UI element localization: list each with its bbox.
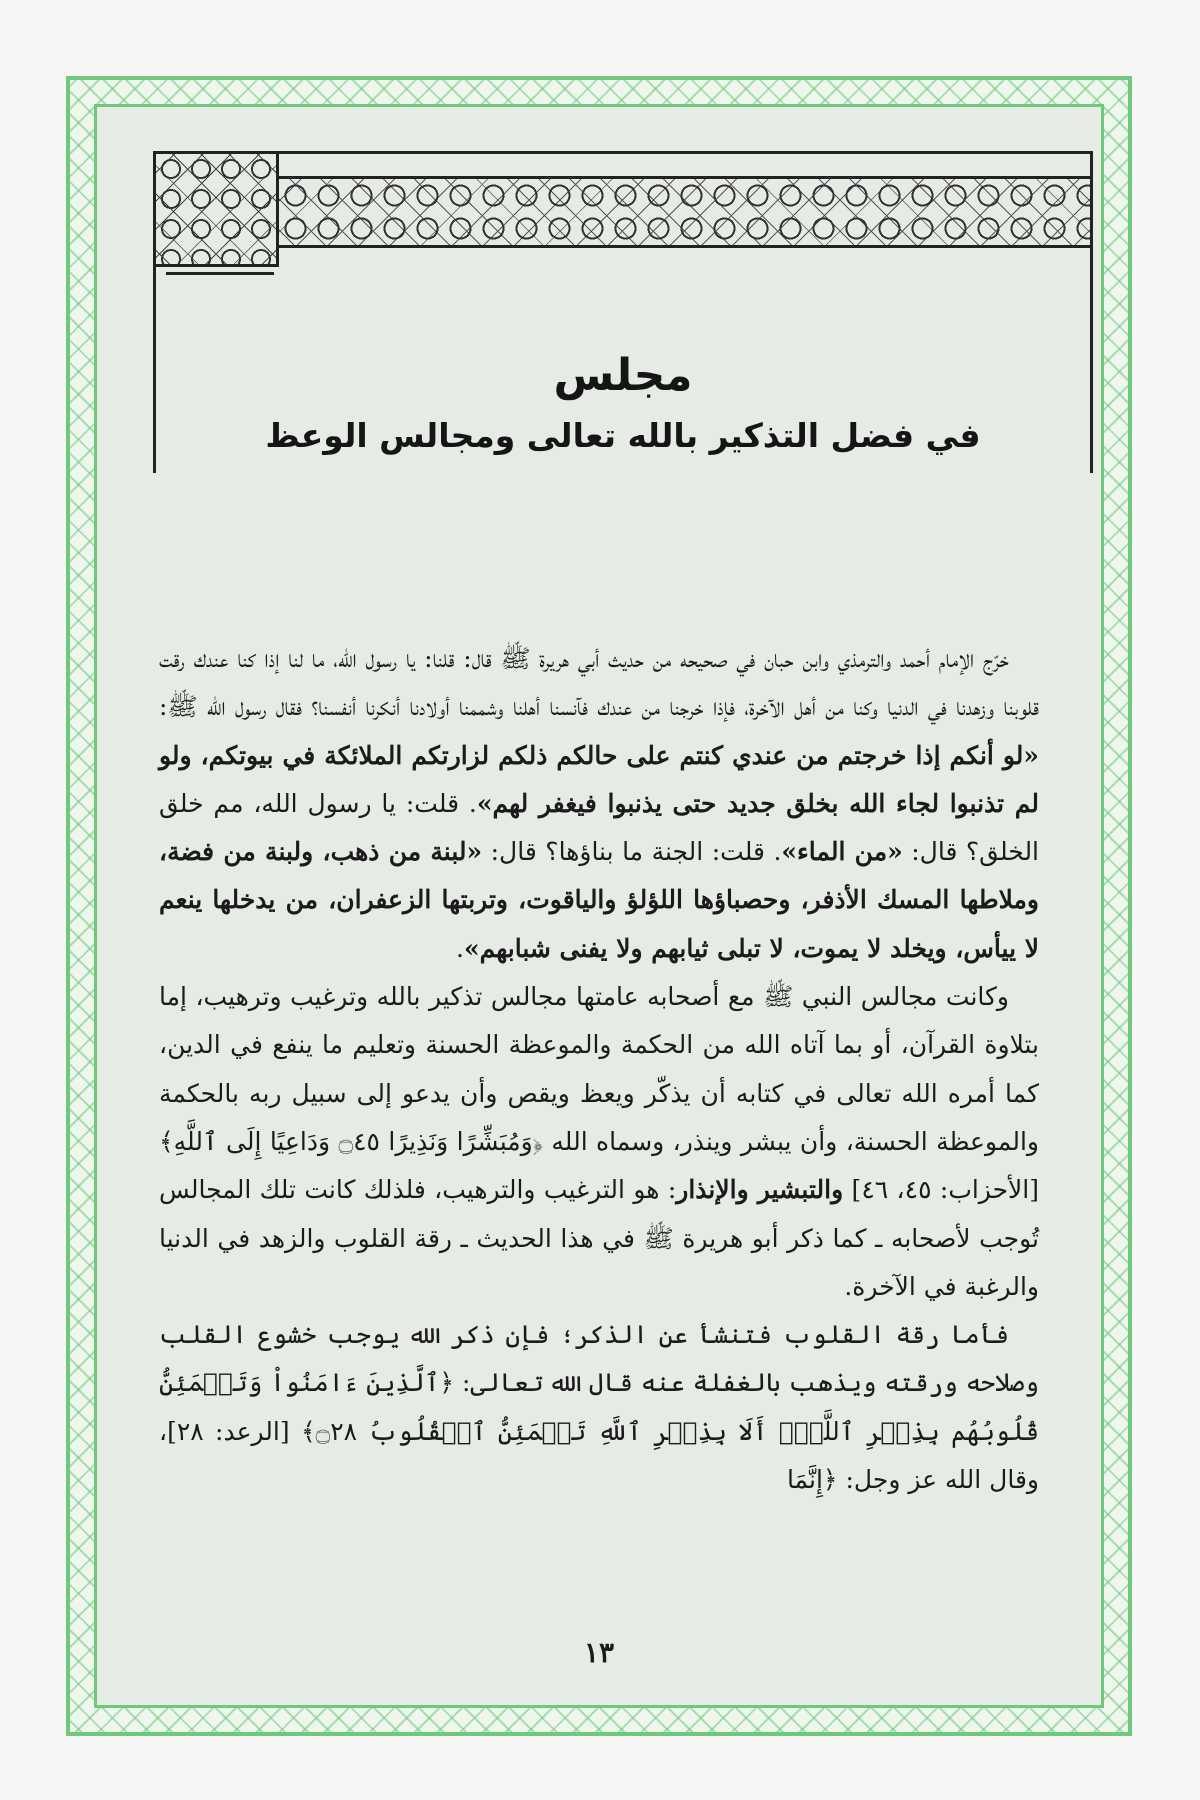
text-run: . قلت: الجنة ما بناؤها؟ قال: xyxy=(482,837,782,867)
chapter-header-bracket xyxy=(153,151,1093,473)
chapter-subtitle: في فضل التذكير بالله تعالى ومجالس الوعظ xyxy=(265,416,981,455)
paragraph-riqqa xyxy=(159,1311,1039,1504)
text-run: . xyxy=(456,933,464,963)
chapter-title: مجلس xyxy=(553,350,693,401)
main-text xyxy=(159,635,1039,1504)
bold-term: والتبشير والإنذار xyxy=(676,1175,844,1205)
text-run: : هو الترغيب والترهيب، فلذلك كانت تلك المجالس تُوجب لأصحابه ـ كما ذكر أبو هريرة ﷺ في هذا الحديث ـ رقة القلوب والزهد في الدنيا والرغبة في الآخرة. xyxy=(159,1175,1039,1301)
page-content-area xyxy=(94,104,1104,1708)
text-run: فأما رقة القلوب فتنشأ عن الذكر؛ فإن ذكر الله يوجب خشوع القلب وصلاحه ورقته ويذهب بالغفلة عنه قال الله تعالى: ﴿ٱلَّذِينَ ءَامَنُواْ وَتَطۡمَئِنُّ قُلُوبُهُم بِذِكۡرِ ٱللَّهِۗ أَلَا بِذِكۡرِ ٱللَّهِ تَطۡمَئِنُّ ٱلۡقُلُوبُ ۝٢٨﴾ [الرعد: ٢٨]، وقال الله عز وجل: ﴿إِنَّمَا xyxy=(159,1320,1039,1495)
hadith-quote: «لو أنكم إذا خرجتم من عندي كنتم على حالكم ذلكم لزارتكم الملائكة في بيوتكم، ولو لم تذنبوا لجاء الله بخلق جديد حتى يذنبوا فيغفر لهم» xyxy=(159,740,1039,818)
text-run: وكانت مجالس النبي ﷺ مع أصحابه عامتها مجالس تذكير بالله وترغيب وترهيب، إما بتلاوة القرآن، أو بما آتاه الله من الحكمة والموعظة الحسنة وتعليم ما ينفع في الدين، كما أمره الله تعالى في كتابه أن يذكّر ويعظ ويقص وأن يدعو إلى سبيل ربه بالحكمة والموعظة الحسنة، وأن يبشر وينذر، وسماه الله ﴿وَمُبَشِّرًا وَنَذِيرًا ۝٤٥ وَدَاعِيًا إِلَى ٱللَّهِ﴾ [الأحزاب: ٤٥، ٤٦] xyxy=(159,982,1039,1205)
decorative-frame xyxy=(66,76,1132,1736)
text-run: . قلت: يا رسول الله، مم خلق الخلق؟ قال: xyxy=(159,788,1040,867)
paragraph-hadith xyxy=(159,635,1039,973)
paragraph-majalis xyxy=(159,973,1039,1311)
text-run: خرّج الإمام أحمد والترمذي وابن حبان في صحيحه من حديث أبي هريرة ﷺ قال: قلنا: يا رسول الله، ما لنا إذا كنا عندك رقت قلوبنا وزهدنا في الدنيا وكنا من أهل الآخرة، فإذا خرجنا من عندك فآنسنا أهلنا وشممنا أولادنا أنكرنا أنفسنا؟ فقال رسول الله ﷺ: xyxy=(159,644,1039,722)
hadith-quote: «من الماء» xyxy=(781,837,903,867)
hadith-quote: «لبنة من ذهب، ولبنة من فضة، وملاطها المسك الأذفر، وحصباؤها اللؤلؤ والياقوت، وتربتها الزعفران، من يدخلها ينعم لا ييأس، ويخلد لا يموت، لا تبلى ثيابهم ولا يفنى شبابهم» xyxy=(159,837,1039,963)
page-number: ١٣ xyxy=(583,1636,615,1669)
ornament-band-icon xyxy=(279,176,1090,248)
ornament-divider xyxy=(166,272,274,275)
ornament-corner-icon xyxy=(156,154,279,267)
